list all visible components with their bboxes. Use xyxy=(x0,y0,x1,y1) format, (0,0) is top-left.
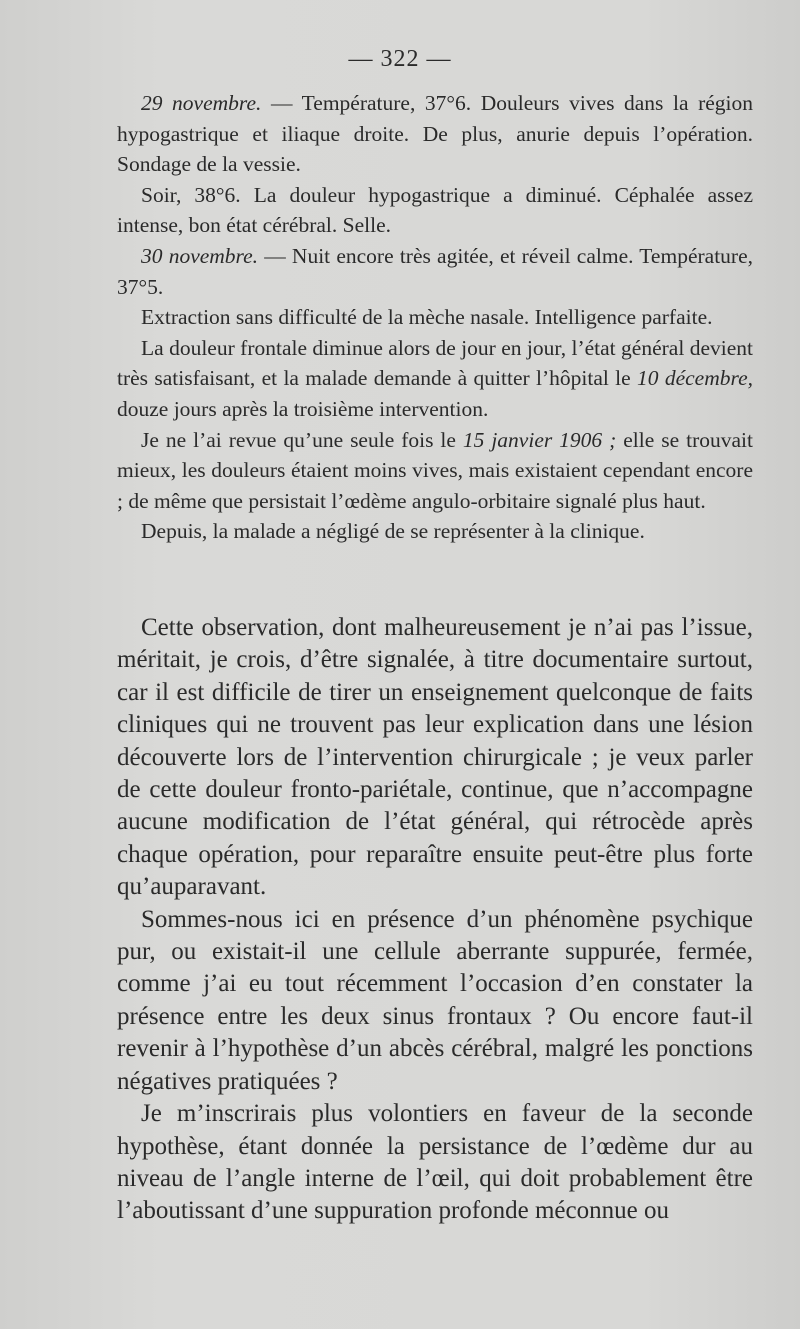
paragraph: 30 novembre. — Nuit encore très agitée, et réveil calme. Température, 37°5. xyxy=(117,243,753,299)
paragraph: 29 novembre. — Température, 37°6. Douleurs vives dans la région hypogastrique et iliaque droite. De plus, anurie depuis l’opération. Sondage de la vessie. xyxy=(117,91,753,177)
discussion xyxy=(117,612,753,1228)
paragraph: Cette observation, dont malheureusement je n’ai pas l’issue, méritait, je crois, d’être signalée, à titre documentaire surtout, car il est difficile de tirer un enseignement quelconque de faits cliniques qui ne trouvent pas leur explication dans une lésion découverte lors de l’intervention chirurgicale ; je veux parler de cette douleur fronto-pariétale, continue, que n’accompagne aucune modification de l’état général, qui rétrocède après chaque opération, pour reparaître ensuite peut-être plus forte qu’auparavant. xyxy=(117,614,753,901)
paragraph: Soir, 38°6. La douleur hypogastrique a diminué. Céphalée assez intense, bon état cérébral. Selle. xyxy=(117,182,753,238)
observation-notes xyxy=(117,88,753,547)
paragraph: Depuis, la malade a négligé de se représenter à la clinique. xyxy=(141,519,645,544)
date: 15 janvier 1906 ; xyxy=(462,427,617,452)
paragraph: La douleur frontale diminue alors de jour en jour, l’état général devient très satisfaisant, et la malade demande à quitter l’hôpital le 10 décembre, douze jours après la troisième intervention. xyxy=(117,335,753,421)
date: 30 novembre. xyxy=(141,243,259,268)
paragraph: Sommes-nous ici en présence d’un phénomène psychique pur, ou existait-il une cellule aberrante suppurée, fermée, comme j’ai eu tout récemment l’occasion d’en constater la présence entre les deux sinus frontaux ? Ou encore faut-il revenir à l’hypothèse d’un abcès cérébral, malgré les ponctions négatives pratiquées ? xyxy=(117,905,753,1095)
page-number: — 322 — xyxy=(348,46,452,72)
paragraph: Je m’inscrirais plus volontiers en faveur de la seconde hypothèse, étant donnée la persistance de l’œdème dur au niveau de l’angle interne de l’œil, qui doit probablement être l’aboutissant d’une suppuration profonde méconnue ou xyxy=(117,1100,753,1225)
paragraph: Je ne l’ai revue qu’une seule fois le 15 janvier 1906 ; elle se trouvait mieux, les douleurs étaient moins vives, mais existaient cependant encore ; de même que persistait l’œdème angulo-orbitaire signalé plus haut. xyxy=(117,427,753,513)
date: 29 novembre. xyxy=(141,91,262,115)
paragraph: Extraction sans difficulté de la mèche nasale. Intelligence parfaite. xyxy=(141,305,713,330)
date: 10 décembre, xyxy=(637,366,753,391)
